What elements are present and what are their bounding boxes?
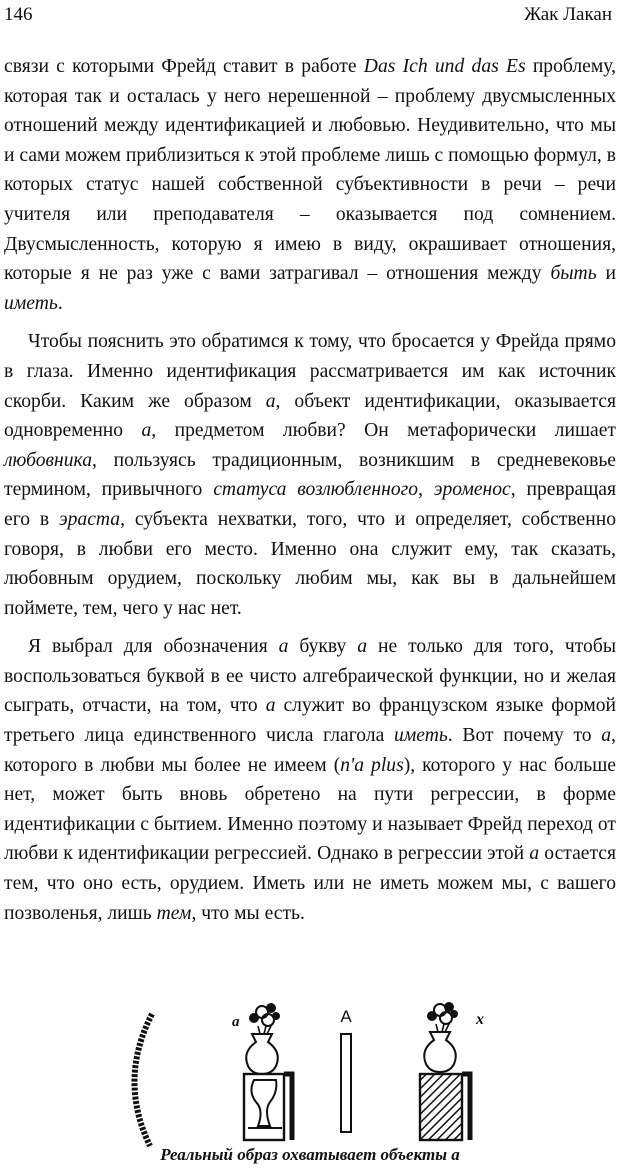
text-run: букву xyxy=(288,636,358,658)
text-run: , субъекта нехватки, того, что и определяет, собственно говоря, в любви его место. Именно она служит ему, так сказать, любовным орудием, поскольку любим мы, как вы в дальнейшем поймете, тем, чего у нас нет. xyxy=(4,508,617,619)
text-run: Чтобы пояснить это обратимся к тому, что бросается у Фрейда прямо в глаза. Именно идентификация рассматривается им как источник скорби. Каким же образом xyxy=(4,331,616,412)
text-run: , превращая его в xyxy=(4,479,616,530)
text-run: , что мы есть. xyxy=(191,902,305,924)
text-run: служит во французском языке формой третьего лица единственного числа глагола xyxy=(4,695,616,747)
italic-text: а xyxy=(278,636,289,658)
figure-caption: Реальный образ охватывает объекты а xyxy=(160,1145,460,1164)
vase-left xyxy=(246,1034,278,1074)
text-run: связи с которыми Фрейд ставит в работе xyxy=(4,56,364,77)
real-image-vase xyxy=(232,1003,292,1140)
flowers-left xyxy=(249,1003,280,1034)
italic-text: а xyxy=(357,636,368,658)
box-right xyxy=(420,1074,462,1140)
italic-text: статуса возлюбленного xyxy=(213,479,419,501)
paragraph xyxy=(4,52,616,318)
optical-diagram xyxy=(110,1000,530,1160)
italic-text: тем xyxy=(156,902,192,924)
plane-mirror xyxy=(340,1007,352,1132)
running-head: Жак Лакан xyxy=(524,4,612,25)
text-run: проблему, которая так и осталась у него нерешенной – проблему двусмысленных отношений между идентификацией и любовью. Неудивительно, что мы и сами можем приблизиться к этой проблеме лишь с помощью формул, в которых статус нашей собственной субъективности в речи – речи учителя или преподавателя – оказывается под сомнением. Двусмысленность, которую я имею в виду, окрашивает отношения, которые я не раз уже с вами затрагивал – отношения между xyxy=(4,56,616,285)
text-run: и xyxy=(596,263,617,285)
italic-text: а xyxy=(265,390,276,412)
page-header xyxy=(4,4,612,30)
italic-text: эраста xyxy=(58,508,121,530)
text-run: . Вот почему то xyxy=(447,725,602,747)
text-run: . xyxy=(57,292,63,314)
body-text xyxy=(4,52,616,928)
italic-text: иметь xyxy=(393,725,448,747)
italic-text: а xyxy=(601,725,612,747)
text-run: не только для того, чтобы воспользоваться буквой в ее чисто алгебраической функции, но и желая сыграть, отчасти, на том, что xyxy=(4,636,616,717)
text-run: , объект идентификации, оказывается одновременно xyxy=(4,390,616,442)
italic-text: быть xyxy=(550,263,597,285)
italic-text: эроменос xyxy=(433,479,511,501)
italic-text: Das Ich und das Es xyxy=(363,56,526,77)
italic-text: иметь xyxy=(4,292,58,314)
label-a: a xyxy=(232,1014,240,1030)
italic-text: а xyxy=(141,420,152,442)
label-A: A xyxy=(340,1007,352,1026)
label-x: x xyxy=(476,1011,484,1028)
paragraph xyxy=(4,327,616,623)
italic-text: n'a plus xyxy=(340,754,404,776)
paragraph xyxy=(4,632,616,928)
text-run: ), которого у нас больше нет, может быть вновь обретено на пути регрессии, в форме идентификации с бытием. Именно поэтому и называет Фрейд переход от любви к идентификации регрессией. Однако в регрессии этой xyxy=(4,754,616,865)
italic-text: а xyxy=(265,695,276,717)
concave-mirror xyxy=(134,1014,152,1146)
text-run: Я выбрал для обозначения xyxy=(28,636,279,658)
page-number: 146 xyxy=(4,4,33,25)
text-run: , предметом любви? Он метафорически лишает xyxy=(151,420,616,442)
text-run: , пользуясь традиционным, возникшим в средневековье термином, привычного xyxy=(4,449,616,501)
virtual-image-vase xyxy=(420,1002,484,1140)
vase-right xyxy=(424,1032,456,1072)
box-left xyxy=(244,1074,284,1140)
italic-text: а xyxy=(529,843,540,865)
text-run: остается тем, что оно есть, орудием. Иметь или не иметь можем мы, с вашего позволенья, лишь xyxy=(4,843,616,924)
italic-text: любовника xyxy=(4,449,92,471)
vase-mirror-diagram xyxy=(110,1000,530,1150)
text-run: , которого в любви мы более не имеем ( xyxy=(4,725,616,776)
text-run: , xyxy=(418,479,434,501)
inverted-vase xyxy=(251,1080,276,1126)
flowers-right xyxy=(427,1002,458,1032)
